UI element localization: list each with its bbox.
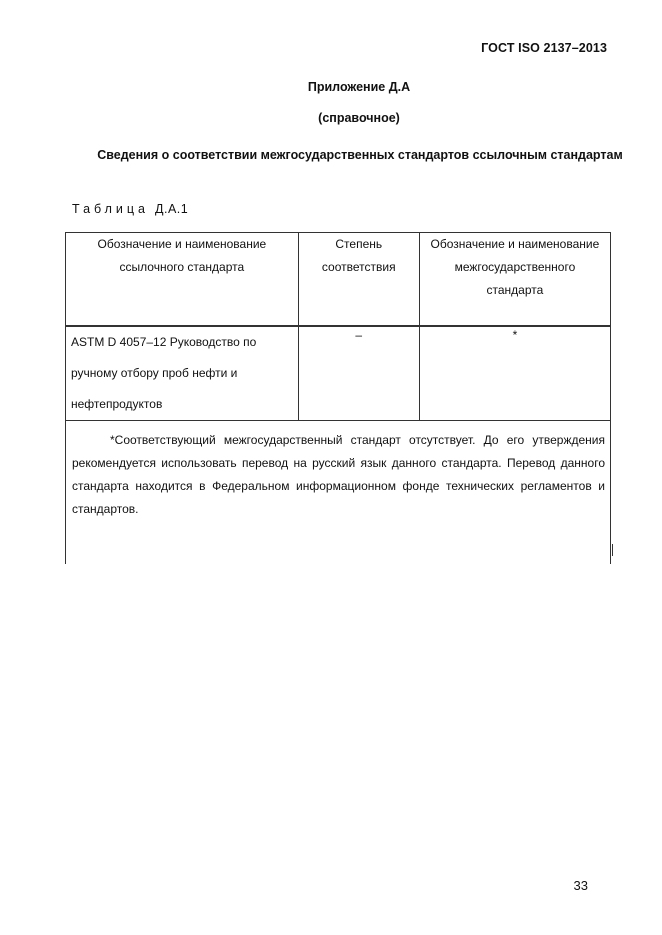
table-note-text: *Соответствующий межгосударственный стандарт отсутствует. До его утверждения рекомендуется использовать перевод на русский язык данного стандарта. Перевод данного стандарта находится в Федеральном информационном фонде технических регламентов и стандартов. [72,433,605,516]
table-caption-word: Таблица [72,202,150,216]
header-reference-standard: Обозначение и наименование ссылочного стандарта [66,233,299,327]
page-number: 33 [573,878,588,893]
header-degree-of-conformity: Степень соответствия [298,233,419,327]
annex-heading: Сведения о соответствии межгосударственных стандартов ссылочным стандартам [97,148,623,162]
annex-title: Приложение Д.А [307,80,411,94]
document-code: ГОСТ ISO 2137–2013 [481,41,607,55]
cell-interstate-standard: * [419,326,610,421]
table-caption [72,202,188,216]
table-note-row [66,421,611,565]
table-note-cell [66,421,611,565]
cell-reference-standard: ASTM D 4057–12 Руководство по ручному отбору проб нефти и нефтепродуктов [66,326,299,421]
table-note-edge [65,544,613,556]
reference-standards-table [65,232,611,564]
annex-type: (справочное) [318,111,400,125]
table-caption-number: Д.А.1 [155,202,189,216]
cell-degree-of-conformity: – [298,326,419,421]
table-header-row [66,233,611,327]
table-row [66,326,611,421]
header-interstate-standard: Обозначение и наименование межгосударственного стандарта [419,233,610,327]
